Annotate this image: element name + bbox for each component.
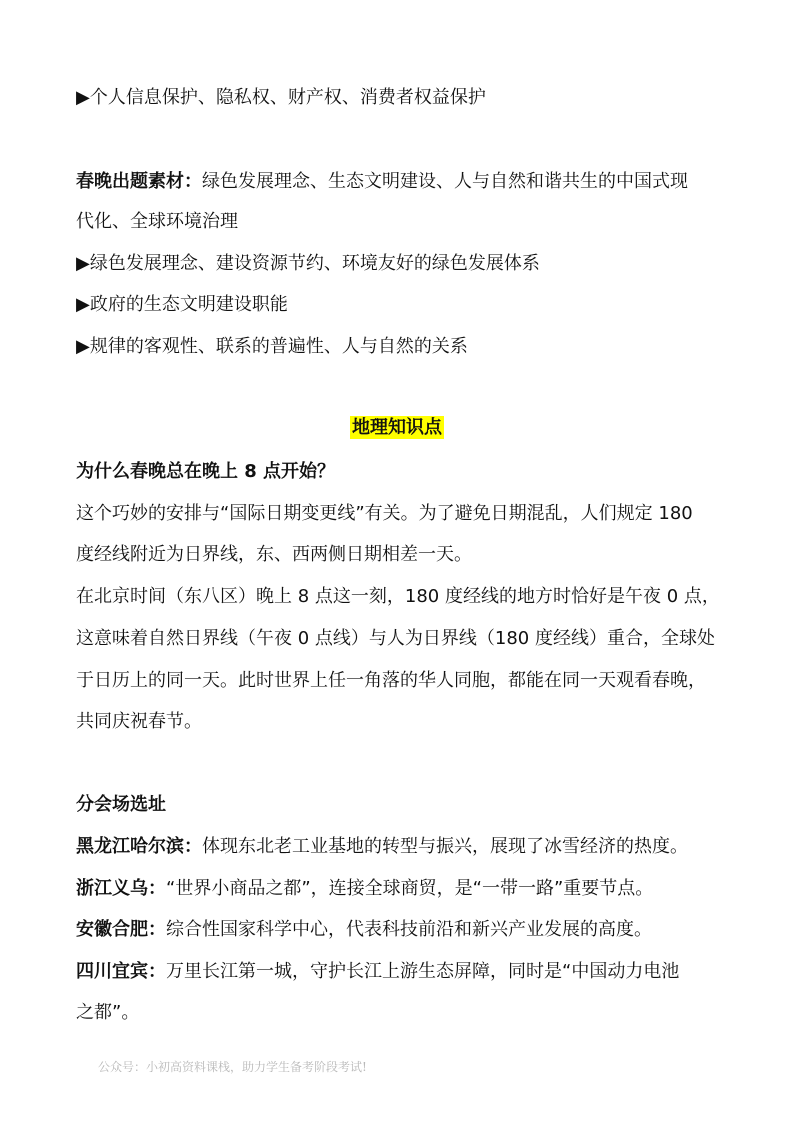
venue-item-harbin <box>76 835 726 859</box>
paragraph2-line3: 于日历上的同一天。此时世界上任一角落的华人同胞，都能在同一天观看春晚， <box>76 670 706 691</box>
chunwan-material-text: 绿色发展理念、生态文明建设、人与自然和谐共生的中国式现 <box>202 171 688 192</box>
venue-text: 体现东北老工业基地的转型与振兴，展现了冰雪经济的热度。 <box>202 836 688 857</box>
paragraph2-line4: 共同庆祝春节。 <box>76 711 202 732</box>
paragraph1-line2: 度经线附近为日界线，东、西两侧日期相差一天。 <box>76 544 472 565</box>
bullet-green-development: ▶绿色发展理念、建设资源节约、环境友好的绿色发展体系 <box>76 253 540 274</box>
chunwan-material-line2: 代化、全球环境治理 <box>76 211 238 232</box>
venue-label: 安徽合肥： <box>76 919 166 940</box>
venue-item-yibin <box>76 960 726 984</box>
bullet-law-objectivity: ▶规律的客观性、联系的普遍性、人与自然的关系 <box>76 336 468 357</box>
paragraph2-line1: 在北京时间（东八区）晚上 8 点这一刻，180 度经线的地方时恰好是午夜 0 点， <box>76 586 720 607</box>
venue-label: 黑龙江哈尔滨： <box>76 836 202 857</box>
footer-watermark: 公众号：小初高资料课栈，助力学生备考阶段考试! <box>98 1060 367 1074</box>
bullet-privacy: ▶个人信息保护、隐私权、财产权、消费者权益保护 <box>76 87 486 108</box>
venue-text: 综合性国家科学中心，代表科技前沿和新兴产业发展的高度。 <box>166 919 652 940</box>
geography-heading <box>0 416 794 440</box>
paragraph1-line1: 这个巧妙的安排与“国际日期变更线”有关。为了避免日期混乱，人们规定 180 <box>76 503 693 524</box>
venue-item-yibin-continued: 之都”。 <box>76 1002 140 1023</box>
venue-item-yiwu <box>76 877 726 901</box>
venue-text: 万里长江第一城，守护长江上游生态屏障，同时是“中国动力电池 <box>166 961 680 982</box>
venues-heading: 分会场选址 <box>76 794 166 815</box>
chunwan-material-label: 春晚出题素材： <box>76 171 202 192</box>
bullet-government-function: ▶政府的生态文明建设职能 <box>76 294 288 315</box>
geography-question: 为什么春晚总在晚上 8 点开始？ <box>76 461 336 482</box>
venue-item-hefei <box>76 918 726 942</box>
paragraph2-line2: 这意味着自然日界线（午夜 0 点线）与人为日界线（180 度经线）重合，全球处 <box>76 628 715 649</box>
venue-text: “世界小商品之都”，连接全球商贸，是“一带一路”重要节点。 <box>166 878 654 899</box>
geography-heading-highlight: 地理知识点 <box>352 417 442 438</box>
chunwan-material-line1 <box>76 170 726 194</box>
venue-label: 四川宜宾： <box>76 961 166 982</box>
venue-label: 浙江义乌： <box>76 878 166 899</box>
